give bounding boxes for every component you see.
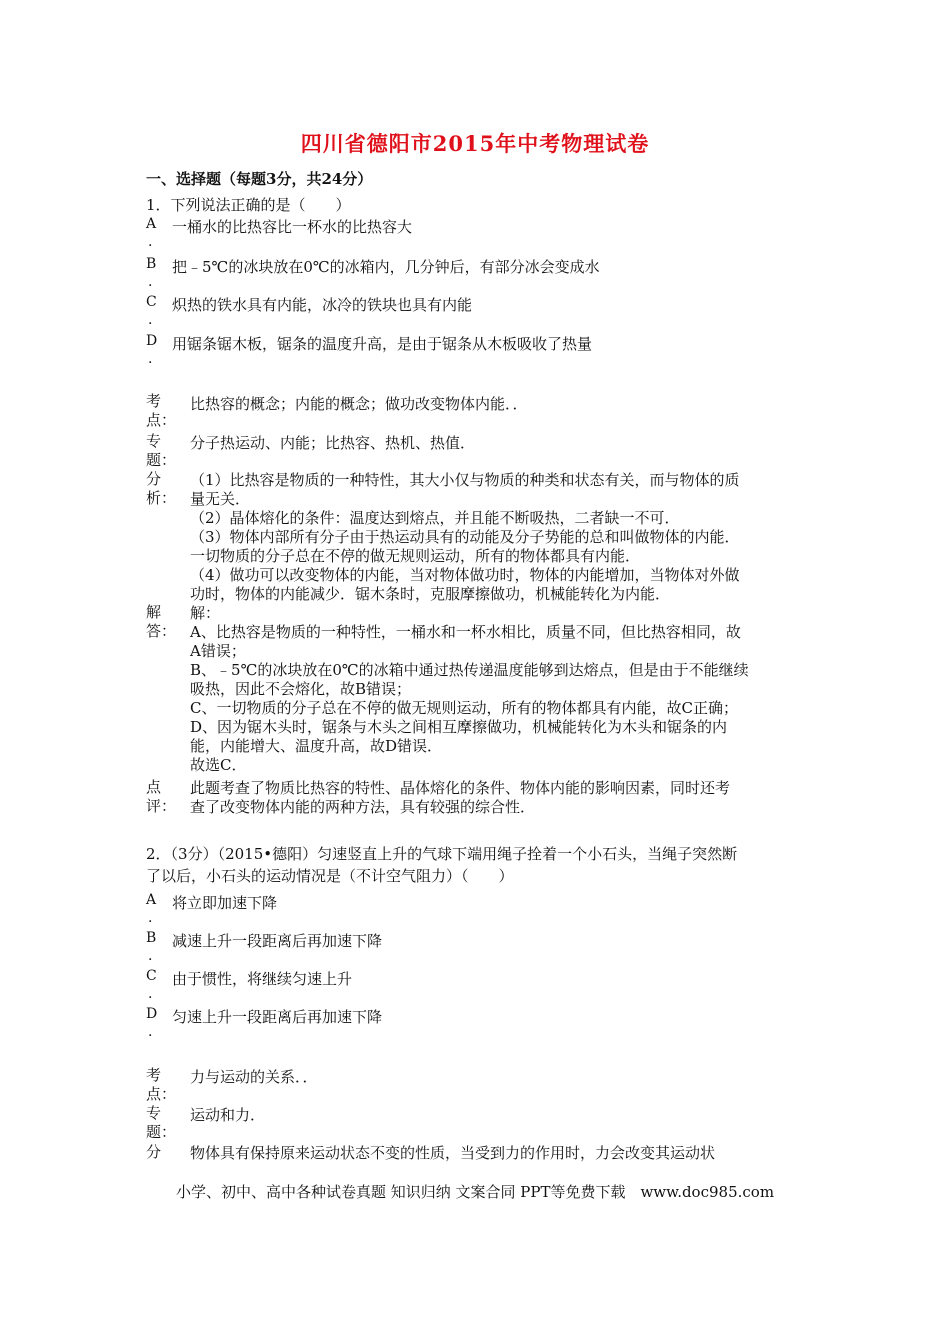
fenxi-line: （2）晶体熔化的条件：温度达到熔点，并且能不断吸热，二者缺一不可． — [190, 509, 680, 527]
option-dot: . — [148, 1024, 153, 1040]
q2-option-b-letter: B — [146, 930, 157, 946]
option-dot: . — [148, 910, 153, 926]
page-footer: 小学、初中、高中各种试卷真题 知识归纳 文案合同 PPT等免费下载 www.doc985.com — [175, 1183, 775, 1201]
jieda-line: B、﹣5℃的冰块放在0℃的冰箱中通过热传递温度能够到达熔点，但是由于不能继续 — [190, 661, 749, 679]
section-heading: 一、选择题（每题3分，共24分） — [146, 170, 373, 188]
option-dot: . — [148, 351, 153, 367]
jieda-line: A错误； — [190, 642, 246, 660]
q1-kaodian: 比热容的概念；内能的概念；做功改变物体内能．． — [190, 395, 528, 413]
fenxi-line: 一切物质的分子总在不停的做无规则运动，所有的物体都具有内能． — [190, 547, 641, 565]
q2-option-d-letter: D — [146, 1006, 158, 1022]
option-dot: . — [148, 312, 153, 328]
zhuanti-label: 专 题： — [146, 432, 177, 469]
q1-option-c-letter: C — [146, 294, 157, 310]
kaodian-label: 考 点： — [146, 392, 177, 429]
kaodian-label: 考 点： — [146, 1066, 177, 1103]
q1-option-b-letter: B — [146, 256, 157, 272]
dianping-label: 点 评： — [146, 778, 177, 815]
q1-option-d-text: 用锯条锯木板，锯条的温度升高，是由于锯条从木板吸收了热量 — [172, 335, 593, 353]
jieda-line: D、因为锯木头时，锯条与木头之间相互摩擦做功，机械能转化为木头和锯条的内 — [190, 718, 728, 736]
q2-option-c-letter: C — [146, 968, 157, 984]
q2-option-d-text: 匀速上升一段距离后再加速下降 — [172, 1008, 383, 1026]
question-2-stem: 2．（3分）（2015•德阳）匀速竖直上升的气球下端用绳子拴着一个小石头，当绳子突然断 了以后，小石头的运动情况是（不计空气阻力）（ ） — [146, 845, 738, 885]
q1-zhuanti: 分子热运动、内能；比热容、热机、热值． — [190, 434, 476, 452]
jieda-line: C、一切物质的分子总在不停的做无规则运动，所有的物体都具有内能，故C正确； — [190, 699, 738, 717]
q1-option-d-letter: D — [146, 333, 158, 349]
fenxi-line: （1）比热容是物质的一种特性，其大小仅与物质的种类和状态有关，而与物体的质 — [190, 471, 740, 489]
q2-fenxi: 物体具有保持原来运动状态不变的性质，当受到力的作用时，力会改变其运动状 — [190, 1144, 716, 1162]
jieda-label: 解 答： — [146, 603, 177, 640]
fenxi-line: 量无关． — [190, 490, 251, 508]
fenxi-label: 分 — [146, 1143, 162, 1161]
fenxi-line: （4）做功可以改变物体的内能，当对物体做功时，物体的内能增加，当物体对外做 — [190, 566, 740, 584]
q2-option-a-text: 将立即加速下降 — [172, 894, 278, 912]
q2-option-c-text: 由于惯性，将继续匀速上升 — [172, 970, 353, 988]
dianping-line: 此题考查了物质比热容的特性、晶体熔化的条件、物体内能的影响因素，同时还考 — [190, 779, 731, 797]
q1-option-c-text: 炽热的铁水具有内能，冰冷的铁块也具有内能 — [172, 296, 473, 314]
q1-option-a-letter: A — [146, 216, 157, 232]
option-dot: . — [148, 948, 153, 964]
q1-fenxi — [190, 471, 740, 604]
option-dot: . — [148, 986, 153, 1002]
option-dot: . — [148, 274, 153, 290]
q2-option-b-text: 减速上升一段距离后再加速下降 — [172, 932, 383, 950]
q2-zhuanti: 运动和力． — [190, 1106, 266, 1124]
jieda-line: 解： — [190, 604, 221, 622]
fenxi-label: 分 析： — [146, 470, 177, 507]
q1-option-b-text: 把﹣5℃的冰块放在0℃的冰箱内，几分钟后，有部分冰会变成水 — [172, 258, 600, 276]
dianping-line: 查了改变物体内能的两种方法，具有较强的综合性． — [190, 798, 536, 816]
fenxi-line: （3）物体内部所有分子由于热运动具有的动能及分子势能的总和叫做物体的内能． — [190, 528, 740, 546]
jieda-line: A、比热容是物质的一种特性，一桶水和一杯水相比，质量不同，但比热容相同，故 — [190, 623, 741, 641]
jieda-line: 故选C． — [190, 756, 247, 774]
q1-option-a-text: 一桶水的比热容比一杯水的比热容大 — [172, 218, 413, 236]
option-dot: . — [148, 234, 153, 250]
question-1-stem: 1．下列说法正确的是（ ） — [146, 196, 351, 214]
jieda-line: 能，内能增大、温度升高，故D错误． — [190, 737, 443, 755]
jieda-line: 吸热，因此不会熔化，故B错误； — [190, 680, 412, 698]
q2-kaodian: 力与运动的关系．． — [190, 1068, 318, 1086]
fenxi-line: 功时，物体的内能减少．锯木条时，克服摩擦做功，机械能转化为内能． — [190, 585, 671, 603]
zhuanti-label: 专 题： — [146, 1104, 177, 1141]
q1-dianping — [190, 779, 730, 817]
page-title: 四川省德阳市2015年中考物理试卷 — [300, 131, 650, 156]
q1-jieda — [190, 604, 749, 775]
q2-option-a-letter: A — [146, 892, 157, 908]
